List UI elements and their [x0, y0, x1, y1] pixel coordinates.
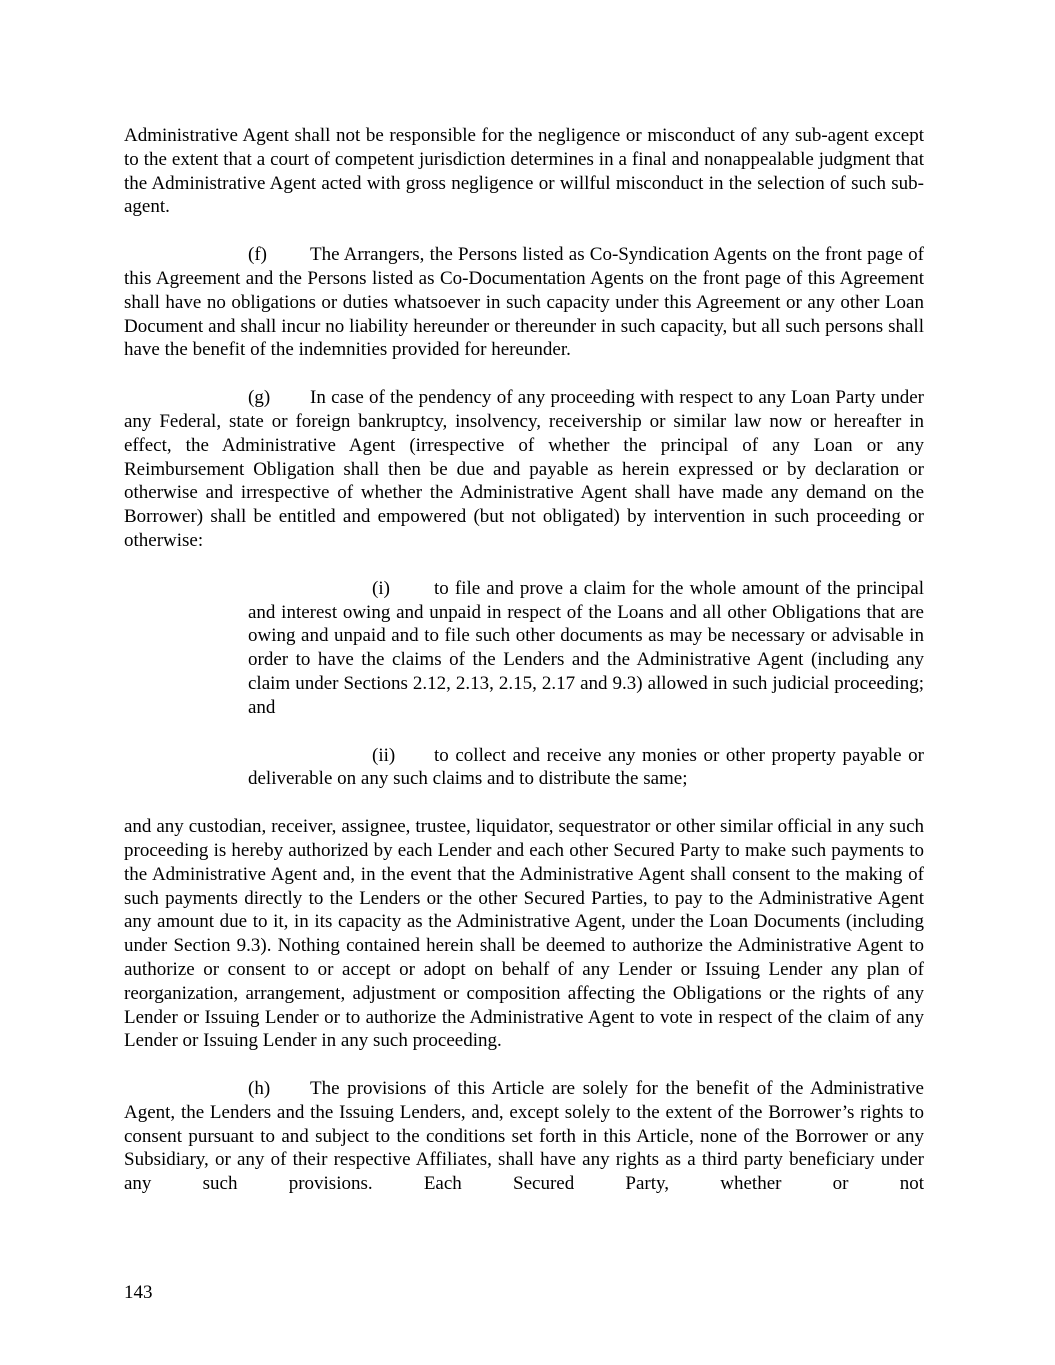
paragraph-continued: Administrative Agent shall not be responsible for the negligence or misconduct of any sub-agent except to the extent that a court of competent jurisdiction determines in a final and nonappealable judgment that the Administrative Agent acted with gross negligence or willful misconduct in the selection of such sub-agent. — [124, 125, 924, 218]
paragraph-gap — [124, 720, 924, 744]
clause-label-f: (f) — [248, 244, 267, 266]
clause-text-f: The Arrangers, the Persons listed as Co-Syndication Agents on the front page of this Agreement and the Persons listed as Co-Documentation Agents on the front page of this Agreement shall have no obligations or duties whatsoever in such capacity under this Agreement or any other Loan Document and shall incur no liability hereunder or thereunder in such capacity, but all such persons shall have the benefit of the indemnities provided for hereunder. — [124, 244, 924, 361]
paragraph-g — [124, 386, 924, 553]
clause-text-g: In case of the pendency of any proceeding with respect to any Loan Party under any Federal, state or foreign bankruptcy, insolvency, receivership or similar law now or hereafter in effect, the Administrative Agent (irrespective of whether the principal of any Loan or any Reimbursement Obligation shall then be due and payable as herein expressed or by declaration or otherwise and irrespective of whether the Administrative Agent shall have made any demand on the Borrower) shall be entitled and empowered (but not obligated) by intervention in such proceeding or otherwise: — [124, 387, 924, 551]
clause-label-g-ii: (ii) — [372, 744, 396, 766]
paragraph-g-ii — [248, 744, 924, 792]
paragraph-f — [124, 243, 924, 362]
page-number: 143 — [124, 1282, 153, 1303]
clause-label-g: (g) — [248, 387, 271, 409]
paragraph-gap — [124, 1053, 924, 1077]
clause-label-g-i: (i) — [372, 577, 390, 599]
paragraph-gap — [124, 219, 924, 243]
paragraph-gap — [124, 553, 924, 577]
clause-text-g-ii: to collect and receive any monies or other property payable or deliverable on any such claims and to distribute the same; — [248, 744, 924, 790]
clause-text-h: The provisions of this Article are solely for the benefit of the Administrative Agent, the Lenders and the Issuing Lenders, and, except solely to the extent of the Borrower’s rights to consent pursuant to and subject to the conditions set forth in this Article, none of the Borrower or any Subsidiary, or any of their respective Affiliates, shall have any rights as a third party beneficiary under any such provisions. Each Secured Party, whether or not — [124, 1078, 924, 1195]
document-page — [124, 124, 924, 1196]
clause-label-h: (h) — [248, 1078, 271, 1100]
paragraph-gap — [124, 791, 924, 815]
clause-text-g-i: to file and prove a claim for the whole amount of the principal and interest owing and unpaid in respect of the Loans and all other Obligations that are owing and unpaid and to file such other documents as may be necessary or advisable in order to have the claims of the Lenders and the Administrative Agent (including any claim under Sections 2.12, 2.13, 2.15, 2.17 and 9.3) allowed in such judicial proceeding; and — [248, 577, 924, 718]
paragraph-g-i — [248, 577, 924, 720]
paragraph-h — [124, 1077, 924, 1196]
paragraph-g-tail: and any custodian, receiver, assignee, trustee, liquidator, sequestrator or other similar official in any such proceeding is hereby authorized by each Lender and each other Secured Party to make such payments to the Administrative Agent and, in the event that the Administrative Agent shall consent to the making of such payments directly to the Lenders or the other Secured Parties, to pay to the Administrative Agent any amount due to it, in its capacity as the Administrative Agent, under the Loan Documents (including under Section 9.3). Nothing contained herein shall be deemed to authorize the Administrative Agent to authorize or consent to or accept or adopt on behalf of any Lender or Issuing Lender any plan of reorganization, arrangement, adjustment or composition affecting the Obligations or the rights of any Lender or Issuing Lender or to authorize the Administrative Agent to vote in respect of the claim of any Lender or Issuing Lender in any such proceeding. — [124, 816, 924, 1052]
paragraph-gap — [124, 362, 924, 386]
